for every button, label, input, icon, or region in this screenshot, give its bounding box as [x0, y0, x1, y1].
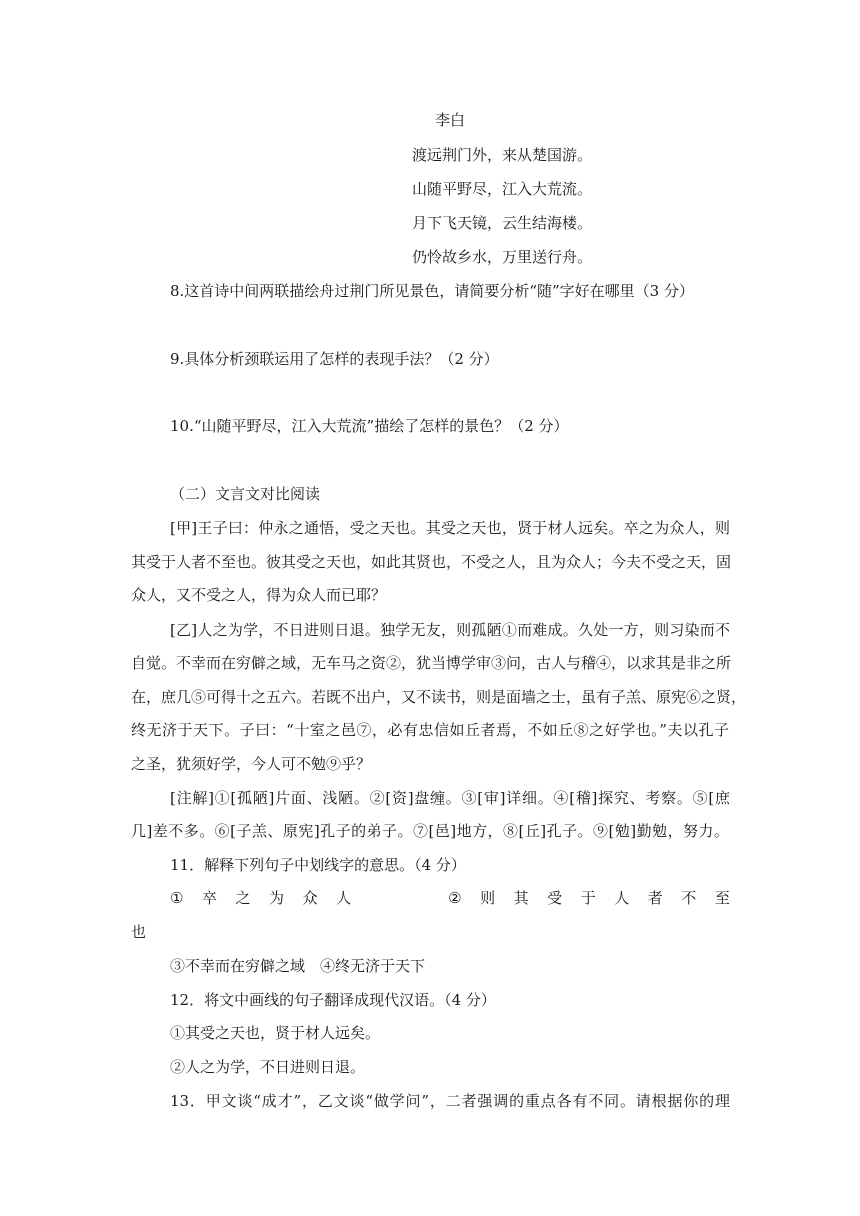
q11-item-char: 则 [480, 889, 496, 907]
poem-line: 渡远荆门外，来从楚国游。 [412, 146, 593, 164]
q11-item-char: 于 [580, 889, 596, 907]
notes-line: [注解]①[孤陋]片面、浅陋。②[资]盘缠。③[审]详细。④[稽]探究、考察。⑤[庶 [170, 789, 730, 807]
q11-item-char: 卒 [201, 889, 217, 907]
question-11-wrap: 也 [131, 923, 147, 941]
q11-item-char: 者 [647, 889, 663, 907]
passage-jia-line: 众人，又不受之人，得为众人而已耶？ [131, 586, 387, 604]
passage-yi-line: [乙]人之为学，不日进则日退。独学无友，则孤陋①而难成。久处一方，则习染而不 [170, 621, 730, 639]
question-11-items-row2: ③不幸而在穷僻之域 ④终无济于天下 [170, 957, 426, 975]
question-12: 12．将文中画线的句子翻译成现代汉语。（4 分） [170, 991, 496, 1009]
question-8: 8.这首诗中间两联描绘舟过荆门所见景色，请简要分析“随”字好在哪里（3 分） [170, 282, 694, 300]
q11-item-gap [370, 888, 430, 908]
poem-line: 仍怜故乡水，万里送行舟。 [412, 248, 593, 266]
q11-item-char: 至 [714, 889, 730, 907]
question-12-item: ①其受之天也，贤于材人远矣。 [170, 1024, 381, 1042]
passage-yi-line: 之圣，犹须好学，今人可不勉⑨乎？ [131, 755, 372, 773]
passage-jia-line: 其受于人者不至也。彼其受之天也，如此其贤也，不受之人，且为众人；今夫不受之天，固 [131, 553, 732, 571]
q11-item-char: 受 [547, 889, 563, 907]
question-13: 13．甲文谈“成才”，乙文谈“做学问”，二者强调的重点各有不同。请根据你的理 [170, 1092, 730, 1110]
q11-item-char: 为 [269, 889, 285, 907]
q11-item-char: ② [448, 889, 462, 907]
q11-item-char: 之 [235, 889, 251, 907]
question-11: 11．解释下列句子中划线字的意思。（4 分） [170, 856, 466, 874]
q11-item-char: 人 [336, 889, 352, 907]
q11-item-char: 众 [302, 889, 318, 907]
passage-yi-line: 在，庶几⑤可得十之五六。若既不出户，又不读书，则是面墙之士，虽有子羔、原宪⑥之贤， [131, 688, 747, 706]
question-12-item: ②人之为学，不日进则日退。 [170, 1058, 366, 1076]
question-11-items-row1 [170, 888, 730, 908]
poem-author: 李白 [435, 111, 466, 129]
question-9: 9.具体分析颈联运用了怎样的表现手法？（2 分） [170, 350, 499, 368]
passage-yi-line: 自觉。不幸而在穷僻之域，无车马之资②，犹当博学审③问，古人与稽④，以求其是非之所 [131, 654, 732, 672]
passage-jia-line: [甲]王子曰：仲永之通悟，受之天也。其受之天也，贤于材人远矣。卒之为众人，则 [170, 519, 730, 537]
poem-line: 月下飞天镜，云生结海楼。 [412, 214, 593, 232]
notes-line: 几]差不多。⑥[子羔、原宪]孔子的弟子。⑦[邑]地方，⑧[丘]孔子。⑨[勉]勤勉，努力。 [131, 822, 729, 840]
passage-yi-line: 终无济于天下。子曰：“十室之邑⑦，必有忠信如丘者焉，不如丘⑧之好学也。”夫以孔子 [131, 721, 729, 739]
q11-item-char: 不 [681, 889, 697, 907]
section-heading: （二）文言文对比阅读 [170, 485, 321, 503]
question-10: 10.“山随平野尽，江入大荒流”描绘了怎样的景色？（2 分） [170, 417, 569, 435]
q11-item-char: ① [170, 889, 184, 907]
q11-item-char: 其 [513, 889, 529, 907]
q11-item-char: 人 [614, 889, 630, 907]
poem-line: 山随平野尽，江入大荒流。 [412, 180, 593, 198]
